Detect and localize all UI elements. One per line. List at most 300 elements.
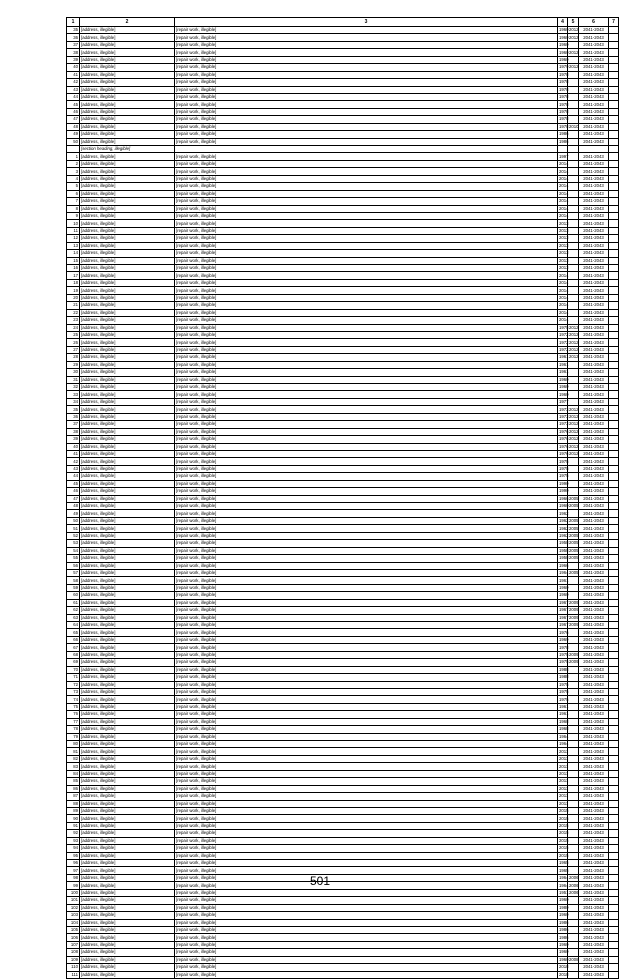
row-last-repair <box>568 480 579 487</box>
row-address: [address, illegible] <box>80 287 175 294</box>
table-row <box>67 131 619 138</box>
row-year-built: 1964 <box>559 741 569 747</box>
row-last-repair <box>568 830 579 837</box>
table-row <box>67 904 619 911</box>
row-planned-period: 2041-2043 <box>579 778 609 785</box>
row-year-built: 2014 <box>559 272 569 278</box>
header-col-7: 7 <box>609 18 619 27</box>
table-row <box>67 547 619 554</box>
row-work: [repair work, illegible] <box>175 733 558 740</box>
row-address: [address, illegible] <box>80 108 175 115</box>
row-address: [address, illegible] <box>80 599 175 606</box>
row-year-built: 2015 <box>559 808 569 814</box>
row-year-built: 1966 <box>559 562 569 568</box>
table-row <box>67 436 619 443</box>
row-last-repair <box>568 912 579 919</box>
row-col-7 <box>609 265 619 272</box>
row-last-repair <box>568 785 579 792</box>
row-address: [address, illegible] <box>80 324 175 331</box>
row-year-built: 1975 <box>559 473 569 479</box>
row-planned-period: 2041-2043 <box>579 190 609 197</box>
row-col-7 <box>609 279 619 286</box>
row-last-repair <box>568 897 579 904</box>
table-row <box>67 934 619 941</box>
row-year-built: 1960 <box>559 592 569 598</box>
row-number: 72 <box>67 681 80 688</box>
row-number: 45 <box>67 101 80 108</box>
table-row <box>67 220 619 227</box>
table-row <box>67 852 619 859</box>
row-last-repair <box>568 198 579 205</box>
row-number: 53 <box>67 540 80 547</box>
table-row <box>67 86 619 93</box>
row-number: 48 <box>67 123 80 130</box>
row-work: [repair work, illegible] <box>175 71 558 78</box>
row-col-7 <box>609 190 619 197</box>
row-work: [repair work, illegible] <box>175 346 558 353</box>
row-number: 27 <box>67 346 80 353</box>
table-row <box>67 711 619 718</box>
row-year-built: 1967 <box>559 622 569 628</box>
row-number: 38 <box>67 428 80 435</box>
row-col-7 <box>609 212 619 219</box>
row-col-7 <box>609 807 619 814</box>
row-year-built: 2013 <box>559 265 569 271</box>
row-planned-period: 2041-2043 <box>579 428 609 435</box>
row-year-built: 2014 <box>559 198 569 204</box>
row-last-repair <box>568 160 579 167</box>
table-row <box>67 138 619 145</box>
table-row <box>67 741 619 748</box>
row-last-repair <box>568 302 579 309</box>
row-year-built: 1986 <box>559 934 569 940</box>
row-work: [repair work, illegible] <box>175 503 558 510</box>
row-col-7 <box>609 822 619 829</box>
row-year-built: 1965 <box>559 860 569 866</box>
row-last-repair <box>568 168 579 175</box>
row-planned-period: 2041-2043 <box>579 733 609 740</box>
table-row <box>67 674 619 681</box>
row-work: [repair work, illegible] <box>175 584 558 591</box>
row-year-built: 1965 <box>559 867 569 873</box>
row-planned-period: 2041-2043 <box>579 837 609 844</box>
row-planned-period: 2041-2043 <box>579 592 609 599</box>
row-number: 95 <box>67 852 80 859</box>
row-address: [address, illegible] <box>80 123 175 130</box>
row-number: 98 <box>67 874 80 881</box>
row-last-repair <box>568 696 579 703</box>
table-row <box>67 659 619 666</box>
row-planned-period: 2041-2043 <box>579 584 609 591</box>
row-year-built: 1978 <box>559 116 569 122</box>
row-work: [repair work, illegible] <box>175 458 558 465</box>
row-year-built: 1958 <box>559 547 569 553</box>
row-work: [repair work, illegible] <box>175 770 558 777</box>
row-year-built: 1960 <box>559 376 569 382</box>
row-number: 71 <box>67 674 80 681</box>
row-planned-period: 2041-2043 <box>579 116 609 123</box>
row-col-7 <box>609 205 619 212</box>
row-year-built: 1975 <box>559 696 569 702</box>
row-address: [address, illegible] <box>80 138 175 145</box>
row-last-repair <box>568 86 579 93</box>
row-last-repair <box>568 822 579 829</box>
row-number: 106 <box>67 934 80 941</box>
row-address: [address, illegible] <box>80 592 175 599</box>
row-work: [repair work, illegible] <box>175 919 558 926</box>
row-address: [address, illegible] <box>80 577 175 584</box>
row-last-repair: 2005 <box>569 547 579 553</box>
row-planned-period: 2041-2043 <box>579 726 609 733</box>
row-planned-period: 2041-2043 <box>579 488 609 495</box>
table-row <box>67 815 619 822</box>
row-last-repair: 2005 <box>569 525 579 531</box>
row-work: [repair work, illegible] <box>175 183 558 190</box>
row-col-7 <box>609 227 619 234</box>
row-address: [address, illegible] <box>80 450 175 457</box>
row-number: 103 <box>67 912 80 919</box>
table-row <box>67 480 619 487</box>
table-row <box>67 108 619 115</box>
row-work: [repair work, illegible] <box>175 309 558 316</box>
row-col-7 <box>609 912 619 919</box>
table-row <box>67 778 619 785</box>
table-row <box>67 488 619 495</box>
row-planned-period: 2041-2043 <box>579 703 609 710</box>
row-address: [address, illegible] <box>80 376 175 383</box>
row-address: [section heading, illegible] <box>80 146 175 153</box>
row-col-7 <box>609 384 619 391</box>
row-planned-period: 2041-2043 <box>579 465 609 472</box>
row-address: [address, illegible] <box>80 874 175 881</box>
row-work: [repair work, illegible] <box>175 49 558 56</box>
row-address: [address, illegible] <box>80 860 175 867</box>
row-last-repair <box>568 763 579 770</box>
row-address: [address, illegible] <box>80 242 175 249</box>
row-work: [repair work, illegible] <box>175 369 558 376</box>
row-planned-period: 2041-2043 <box>579 331 609 338</box>
row-col-7 <box>609 146 619 153</box>
row-planned-period: 2041-2043 <box>579 830 609 837</box>
row-year-built: 2011 <box>559 770 569 776</box>
row-address: [address, illegible] <box>80 919 175 926</box>
row-year-built: 1979 <box>559 64 569 70</box>
table-row <box>67 287 619 294</box>
row-address: [address, illegible] <box>80 562 175 569</box>
row-number: 46 <box>67 108 80 115</box>
table-row <box>67 696 619 703</box>
table-row <box>67 391 619 398</box>
row-planned-period: 2041-2043 <box>579 510 609 517</box>
row-col-7 <box>609 309 619 316</box>
row-col-7 <box>609 331 619 338</box>
row-year-built: 1990 <box>559 480 569 486</box>
row-address: [address, illegible] <box>80 785 175 792</box>
row-planned-period: 2041-2043 <box>579 101 609 108</box>
row-col-7 <box>609 406 619 413</box>
row-col-7 <box>609 919 619 926</box>
row-col-7 <box>609 599 619 606</box>
row-year-built: 2013 <box>559 220 569 226</box>
row-address: [address, illegible] <box>80 584 175 591</box>
table-row <box>67 34 619 41</box>
row-number: 32 <box>67 384 80 391</box>
table-row <box>67 651 619 658</box>
row-planned-period: 2041-2043 <box>579 369 609 376</box>
row-year-built: 2013 <box>559 242 569 248</box>
row-number: 58 <box>67 577 80 584</box>
table-row <box>67 168 619 175</box>
row-col-7 <box>609 793 619 800</box>
row-work: [repair work, illegible] <box>175 220 558 227</box>
row-col-7 <box>609 287 619 294</box>
row-number: 44 <box>67 93 80 100</box>
row-last-repair <box>568 205 579 212</box>
table-row <box>67 257 619 264</box>
row-address: [address, illegible] <box>80 265 175 272</box>
row-work: [repair work, illegible] <box>175 413 558 420</box>
row-last-repair <box>568 845 579 852</box>
row-col-7 <box>609 64 619 71</box>
row-work: [repair work, illegible] <box>175 294 558 301</box>
row-year-built: 1960 <box>559 942 569 948</box>
row-work: [repair work, illegible] <box>175 763 558 770</box>
row-number: 79 <box>67 733 80 740</box>
row-planned-period: 2041-2043 <box>579 398 609 405</box>
row-work: [repair work, illegible] <box>175 830 558 837</box>
table-row <box>67 331 619 338</box>
row-work: [repair work, illegible] <box>175 64 558 71</box>
row-number: 111 <box>67 971 80 978</box>
row-work: [repair work, illegible] <box>175 190 558 197</box>
row-year-built: 2014 <box>559 205 569 211</box>
row-last-repair <box>568 681 579 688</box>
row-address: [address, illegible] <box>80 168 175 175</box>
row-last-repair: 2006 <box>569 889 579 895</box>
row-year-built: 1958 <box>559 540 569 546</box>
row-work: [repair work, illegible] <box>175 837 558 844</box>
row-col-7 <box>609 101 619 108</box>
row-address: [address, illegible] <box>80 830 175 837</box>
row-planned-period: 2041-2043 <box>579 562 609 569</box>
row-last-repair <box>568 584 579 591</box>
row-number: 5 <box>67 183 80 190</box>
row-work: [repair work, illegible] <box>175 897 558 904</box>
row-number: 47 <box>67 116 80 123</box>
row-col-7 <box>609 711 619 718</box>
row-col-7 <box>609 116 619 123</box>
row-last-repair <box>568 666 579 673</box>
table-row <box>67 428 619 435</box>
row-last-repair <box>568 242 579 249</box>
row-address: [address, illegible] <box>80 294 175 301</box>
row-last-repair <box>568 688 579 695</box>
table-row <box>67 860 619 867</box>
row-year-built: 1968 <box>559 718 569 724</box>
row-planned-period: 2041-2043 <box>579 748 609 755</box>
row-col-7 <box>609 778 619 785</box>
table-row <box>67 614 619 621</box>
row-year-built: 1960 <box>559 384 569 390</box>
row-last-repair <box>568 294 579 301</box>
row-year-built: 1960 <box>559 503 569 509</box>
row-col-7 <box>609 540 619 547</box>
table-row <box>67 845 619 852</box>
row-address: [address, illegible] <box>80 793 175 800</box>
row-address: [address, illegible] <box>80 257 175 264</box>
row-year-built: 1978 <box>559 644 569 650</box>
header-col-2: 2 <box>80 18 175 27</box>
row-work: [repair work, illegible] <box>175 488 558 495</box>
row-number: 65 <box>67 629 80 636</box>
row-work: [repair work, illegible] <box>175 845 558 852</box>
row-planned-period: 2041-2043 <box>579 934 609 941</box>
row-year-built: 2014 <box>559 280 569 286</box>
row-planned-period: 2041-2043 <box>579 614 609 621</box>
table-row <box>67 369 619 376</box>
table-row <box>67 71 619 78</box>
table-row <box>67 450 619 457</box>
row-number: 35 <box>67 27 80 34</box>
table-row <box>67 688 619 695</box>
row-address: [address, illegible] <box>80 79 175 86</box>
row-number: 7 <box>67 198 80 205</box>
row-planned-period: 2041-2043 <box>579 949 609 956</box>
table-row <box>67 250 619 257</box>
row-planned-period: 2041-2043 <box>579 555 609 562</box>
row-last-repair: 2008 <box>569 956 579 962</box>
row-planned-period: 2041-2043 <box>579 183 609 190</box>
row-work: [repair work, illegible] <box>175 465 558 472</box>
row-col-7 <box>609 41 619 48</box>
table-row <box>67 971 619 978</box>
row-col-7 <box>609 131 619 138</box>
table-row <box>67 793 619 800</box>
row-work: [repair work, illegible] <box>175 131 558 138</box>
row-last-repair <box>568 146 579 153</box>
row-number: 39 <box>67 436 80 443</box>
row-col-7 <box>609 450 619 457</box>
row-address: [address, illegible] <box>80 622 175 629</box>
row-address: [address, illegible] <box>80 517 175 524</box>
row-col-7 <box>609 168 619 175</box>
row-number: 17 <box>67 272 80 279</box>
table-row <box>67 525 619 532</box>
row-work: [repair work, illegible] <box>175 703 558 710</box>
row-number: 24 <box>67 324 80 331</box>
table-row <box>67 956 619 963</box>
row-last-repair: 2009 <box>569 659 579 665</box>
row-col-7 <box>609 346 619 353</box>
row-work: [repair work, illegible] <box>175 227 558 234</box>
row-last-repair: 2009 <box>569 622 579 628</box>
table-row <box>67 413 619 420</box>
table-row <box>67 964 619 971</box>
row-work: [repair work, illegible] <box>175 755 558 762</box>
row-year-built: 1960 <box>559 949 569 955</box>
row-work: [repair work, illegible] <box>175 376 558 383</box>
row-year-built: 1962 <box>559 525 569 531</box>
row-last-repair <box>568 317 579 324</box>
row-year-built: 1975 <box>559 466 569 472</box>
row-last-repair <box>568 473 579 480</box>
row-work: [repair work, illegible] <box>175 339 558 346</box>
row-year-built: 2011 <box>559 793 569 799</box>
row-planned-period: 2041-2043 <box>579 443 609 450</box>
row-planned-period: 2041-2043 <box>579 599 609 606</box>
row-number: 43 <box>67 465 80 472</box>
row-number: 109 <box>67 956 80 963</box>
row-number: 76 <box>67 711 80 718</box>
row-col-7 <box>609 681 619 688</box>
row-last-repair: 2012 <box>569 428 579 434</box>
row-col-7 <box>609 971 619 978</box>
row-planned-period: 2041-2043 <box>579 86 609 93</box>
row-number: 66 <box>67 636 80 643</box>
row-planned-period: 2041-2043 <box>579 64 609 71</box>
row-address: [address, illegible] <box>80 971 175 978</box>
table-row <box>67 190 619 197</box>
row-col-7 <box>609 250 619 257</box>
row-work: [repair work, illegible] <box>175 807 558 814</box>
row-address: [address, illegible] <box>80 331 175 338</box>
table-row <box>67 733 619 740</box>
row-year-built: 1975 <box>559 681 569 687</box>
row-number: 77 <box>67 718 80 725</box>
row-year-built: 2014 <box>559 287 569 293</box>
row-address: [address, illegible] <box>80 465 175 472</box>
row-work <box>175 146 558 153</box>
row-planned-period: 2041-2043 <box>579 93 609 100</box>
row-work: [repair work, illegible] <box>175 726 558 733</box>
row-col-7 <box>609 123 619 130</box>
row-planned-period: 2041-2043 <box>579 815 609 822</box>
row-number: 46 <box>67 488 80 495</box>
row-planned-period: 2041-2043 <box>579 257 609 264</box>
row-address: [address, illegible] <box>80 101 175 108</box>
row-planned-period: 2041-2043 <box>579 34 609 41</box>
row-work: [repair work, illegible] <box>175 644 558 651</box>
row-last-repair: 2009 <box>569 599 579 605</box>
row-address: [address, illegible] <box>80 317 175 324</box>
row-work: [repair work, illegible] <box>175 212 558 219</box>
row-planned-period: 2041-2043 <box>579 302 609 309</box>
row-planned-period: 2041-2043 <box>579 860 609 867</box>
row-address: [address, illegible] <box>80 116 175 123</box>
table-row <box>67 785 619 792</box>
row-address: [address, illegible] <box>80 904 175 911</box>
row-last-repair <box>568 778 579 785</box>
row-number: 44 <box>67 473 80 480</box>
row-year-built: 1961 <box>559 361 569 367</box>
row-work: [repair work, illegible] <box>175 495 558 502</box>
row-col-7 <box>609 443 619 450</box>
row-number: 30 <box>67 369 80 376</box>
table-row <box>67 205 619 212</box>
row-number: 92 <box>67 830 80 837</box>
row-year-built: 1961 <box>559 711 569 717</box>
row-last-repair: 2005 <box>569 532 579 538</box>
table-row <box>67 160 619 167</box>
row-number: 56 <box>67 562 80 569</box>
table-row <box>67 361 619 368</box>
row-address: [address, illegible] <box>80 406 175 413</box>
row-work: [repair work, illegible] <box>175 406 558 413</box>
row-last-repair <box>568 71 579 78</box>
row-address: [address, illegible] <box>80 227 175 234</box>
row-planned-period: 2041-2043 <box>579 123 609 130</box>
row-year-built: 1988 <box>559 674 569 680</box>
